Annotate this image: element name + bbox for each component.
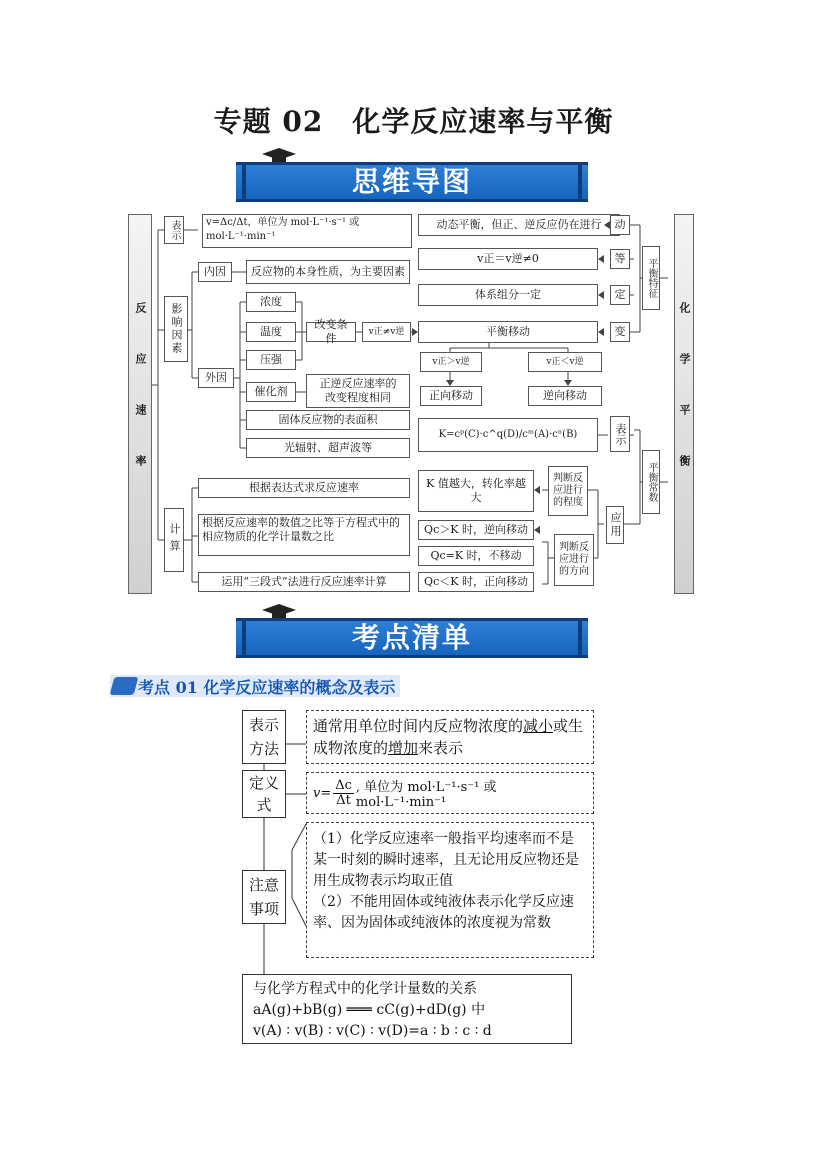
- node-panduan-chengdu: 判断反应进行的程度: [548, 466, 588, 516]
- node-qc-eq: Qc=K 时，不移动: [418, 546, 534, 566]
- node-vlt: v正＜v逆: [528, 352, 602, 372]
- node-wendu: 温度: [246, 322, 296, 342]
- node-waiyin: 外因: [198, 368, 234, 388]
- node-pingheng-changshu: 平衡常数: [642, 450, 660, 514]
- row-relation: 与化学方程式中的化学计量数的关系 aA(g)+bB(g) ═══ cC(g)+dD(g) 中 v(A) ∶ v(B) ∶ v(C) ∶ v(D)=a ∶ b ∶ c ∶ d: [242, 974, 572, 1044]
- row-text-dingyi: v= $\frac{\Delta c}{\Delta t}$ , 单位为 mol·L⁻¹·s⁻¹ 或 mol·L⁻¹·min⁻¹: [306, 772, 594, 814]
- node-dong: 动: [610, 215, 630, 235]
- concept-table: [240, 708, 600, 1048]
- node-K-big: K 值越大，转化率越大: [418, 470, 534, 512]
- row-label-biaoshi: 表示方法: [242, 710, 286, 764]
- node-dongtai: 动态平衡，但正、逆反应仍在进行: [418, 214, 620, 236]
- row-label-zhuyi: 注意事项: [242, 870, 286, 924]
- node-vgt: v正＞v逆: [420, 352, 482, 372]
- node-panduan-fangxiang: 判断反应进行的方向: [554, 534, 594, 586]
- mindmap-banner-label: 思维导图: [351, 165, 472, 198]
- node-jisuan2: 根据反应速率的数值之比等于方程式中的 相应物质的化学计量数之比: [198, 514, 410, 556]
- node-guti: 固体反应物的表面积: [246, 410, 410, 430]
- node-nixiang: 逆向移动: [528, 386, 602, 406]
- node-biaoshi2: 表示: [610, 416, 630, 452]
- node-ding: 定: [610, 285, 630, 305]
- node-nongdu: 浓度: [246, 292, 296, 312]
- node-veq: v正＝v逆≠0: [418, 248, 598, 270]
- node-neiyin: 内因: [198, 262, 232, 282]
- mindmap-right-root: 化学平衡: [674, 214, 694, 594]
- node-cuihua-desc: 正逆反应速率的 改变程度相同: [306, 374, 410, 408]
- node-biaoshi: 表示: [164, 216, 184, 244]
- mindmap-banner: [236, 162, 588, 202]
- node-tixi: 体系组分一定: [418, 284, 598, 306]
- node-yingxiang: 影响因素: [164, 296, 188, 362]
- node-deng: 等: [610, 249, 630, 269]
- page-title: 专题 02 化学反应速率与平衡: [213, 105, 614, 138]
- node-pingyi: 平衡移动: [418, 321, 598, 343]
- node-gaibian: 改变条件: [306, 322, 356, 342]
- mindmap-left-root: 反应速率: [128, 214, 152, 594]
- node-zhengxiang: 正向移动: [420, 386, 482, 406]
- node-guangfushe: 光辐射、超声波等: [246, 438, 410, 458]
- node-v-neq: v正≠v逆: [362, 322, 411, 342]
- checklist-banner-label: 考点清单: [351, 621, 472, 654]
- row-text-zhuyi: （1）化学反应速率一般指平均速率而不是某一时刻的瞬时速率，且无论用反应物还是用生成物表示均取正值 （2）不能用固体或纯液体表示化学反应速率、因为固体或纯液体的浓度视为常数: [306, 822, 594, 958]
- node-yaqiang: 压强: [246, 350, 296, 370]
- node-qc-lt: Qc＜K 时，正向移动: [418, 572, 534, 592]
- node-yingyong: 应用: [606, 506, 624, 544]
- node-K-expr: K=cᵖ(C)·c^q(D)/cᵐ(A)·cⁿ(B): [418, 418, 598, 452]
- checklist-banner: [236, 618, 588, 658]
- node-tezheng: 平衡特征: [642, 246, 660, 310]
- mindmap: [128, 210, 694, 598]
- node-qc-gt: Qc＞K 时，逆向移动: [418, 520, 534, 540]
- node-cuihuaji: 催化剂: [246, 382, 296, 402]
- section-heading: 考点 01 化学反应速率的概念及表示: [110, 675, 400, 697]
- pencil-icon: [110, 677, 139, 695]
- node-jisuan: 计算: [164, 508, 184, 572]
- node-neiyin-desc: 反应物的本身性质，为主要因素: [246, 260, 410, 284]
- node-jisuan1: 根据表达式求反应速率: [198, 478, 410, 498]
- row-label-dingyi: 定义式: [242, 770, 286, 818]
- row-text-biaoshi: 通常用单位时间内反应物浓度的减小或生成物浓度的增加来表示: [306, 710, 594, 764]
- node-rate-formula: v=Δc/Δt，单位为 mol·L⁻¹·s⁻¹ 或 mol·L⁻¹·min⁻¹: [202, 214, 412, 248]
- node-jisuan3: 运用“三段式”法进行反应速率计算: [198, 572, 410, 592]
- node-bian: 变: [610, 322, 630, 342]
